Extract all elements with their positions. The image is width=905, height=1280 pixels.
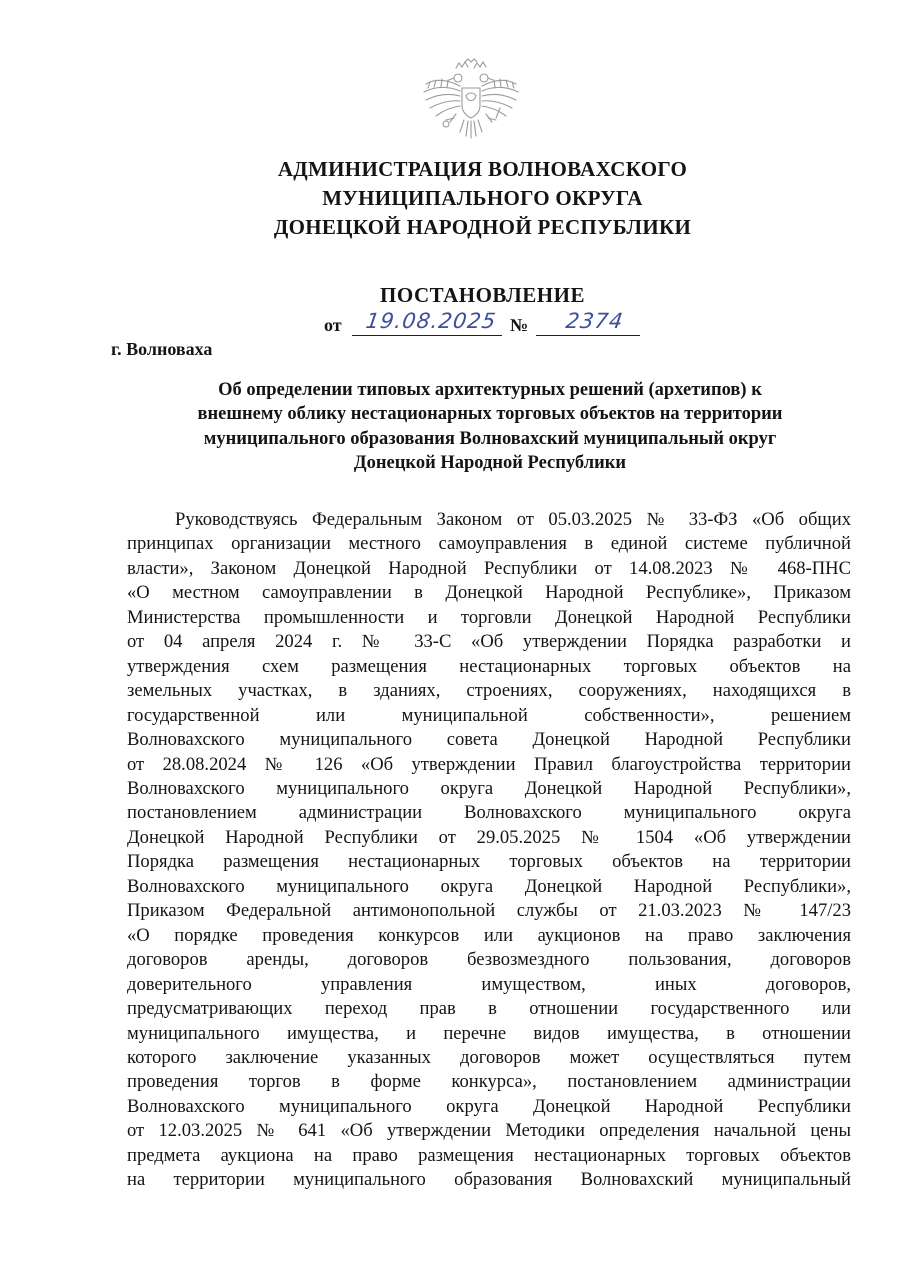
issuer-header (0, 155, 905, 243)
body-line: Волновахского муниципального округа Донецкой Народной Республики», (127, 875, 851, 897)
body-line: «О местном самоуправлении в Донецкой Народной Республике», Приказом (127, 582, 851, 604)
issuer-line-2: МУНИЦИПАЛЬНОГО ОКРУГА (322, 186, 643, 210)
number-field (536, 307, 640, 336)
body-line: договоров аренды, договоров безвозмездного пользования, договоров (127, 949, 851, 971)
handwritten-number: 2374 (564, 309, 626, 333)
body-line: на территории муниципального образования Волновахский муниципальный (127, 1169, 851, 1191)
body-line: муниципального имущества, и перечне видов имущества, в отношении (127, 1022, 851, 1044)
body-line: от 04 апреля 2024 г. № 33-С «Об утверждении Порядка разработки и (127, 631, 851, 653)
body-line: Волновахского муниципального округа Донецкой Народной Республики (127, 1095, 851, 1117)
body-line: от 28.08.2024 № 126 «Об утверждении Правил благоустройства территории (127, 753, 851, 775)
body-line: утверждения схем размещения нестационарных торговых объектов на (127, 655, 851, 677)
body-line: Волновахского муниципального совета Донецкой Народной Республики (127, 729, 851, 751)
subject-line-3: муниципального образования Волновахский муниципальный округ (203, 428, 777, 449)
date-label: от (324, 315, 342, 335)
document-type-title: ПОСТАНОВЛЕНИЕ (380, 283, 585, 307)
body-line: Донецкой Народной Республики от 29.05.2025 № 1504 «Об утверждении (127, 826, 851, 848)
body-line: от 12.03.2025 № 641 «Об утверждении Методики определения начальной цены (127, 1120, 851, 1142)
body-line: постановлением администрации Волновахского муниципального округа (127, 802, 851, 824)
date-field (352, 307, 502, 336)
body-line: доверительного управления имуществом, иных договоров, (127, 973, 851, 995)
subject-line-1: Об определении типовых архитектурных решений (архетипов) к (218, 380, 762, 400)
body-line: власти», Законом Донецкой Народной Республики от 14.08.2023 № 468-ПНС (127, 557, 851, 579)
subject-line-2: внешнему облику нестационарных торговых объектов на территории (197, 404, 783, 425)
body-line: земельных участках, в зданиях, строениях, сооружениях, находящихся в (127, 680, 851, 702)
body-line: Руководствуясь Федеральным Законом от 05.03.2025 № 33-ФЗ «Об общих (175, 509, 851, 530)
body-line: Министерства промышленности и торговли Донецкой Народной Республики (127, 606, 851, 628)
body-line: Приказом Федеральной антимонопольной службы от 21.03.2023 № 147/23 (127, 900, 851, 922)
subject-heading (130, 378, 850, 475)
body-line: Порядка размещения нестационарных торговых объектов на территории (127, 851, 851, 873)
body-line: предусматривающих переход прав в отношении государственного или (127, 998, 851, 1020)
city-label: г. Волноваха (111, 339, 213, 359)
subject-line-4: Донецкой Народной Республики (353, 452, 627, 473)
body-line: предмета аукциона на право размещения нестационарных торговых объектов (127, 1144, 851, 1166)
body-line: принципах организации местного самоуправления в единой системе публичной (127, 533, 851, 555)
body-line: которого заключение указанных договоров может осуществляться путем (127, 1046, 851, 1068)
handwritten-date: 19.08.2025 (364, 309, 498, 333)
body-line: проведения торгов в форме конкурса», постановлением администрации (127, 1071, 851, 1093)
number-label: № (510, 315, 529, 335)
body-paragraph (127, 508, 851, 1193)
issuer-line-3: ДОНЕЦКОЙ НАРОДНОЙ РЕСПУБЛИКИ (273, 215, 692, 239)
issuer-line-1: АДМИНИСТРАЦИЯ ВОЛНОВАХСКОГО (277, 157, 688, 181)
coat-of-arms-icon (418, 58, 524, 144)
body-line: государственной или муниципальной собственности», решением (127, 704, 851, 726)
body-line: «О порядке проведения конкурсов или аукционов на право заключения (127, 924, 851, 946)
body-line: Волновахского муниципального округа Донецкой Народной Республики», (127, 777, 851, 799)
